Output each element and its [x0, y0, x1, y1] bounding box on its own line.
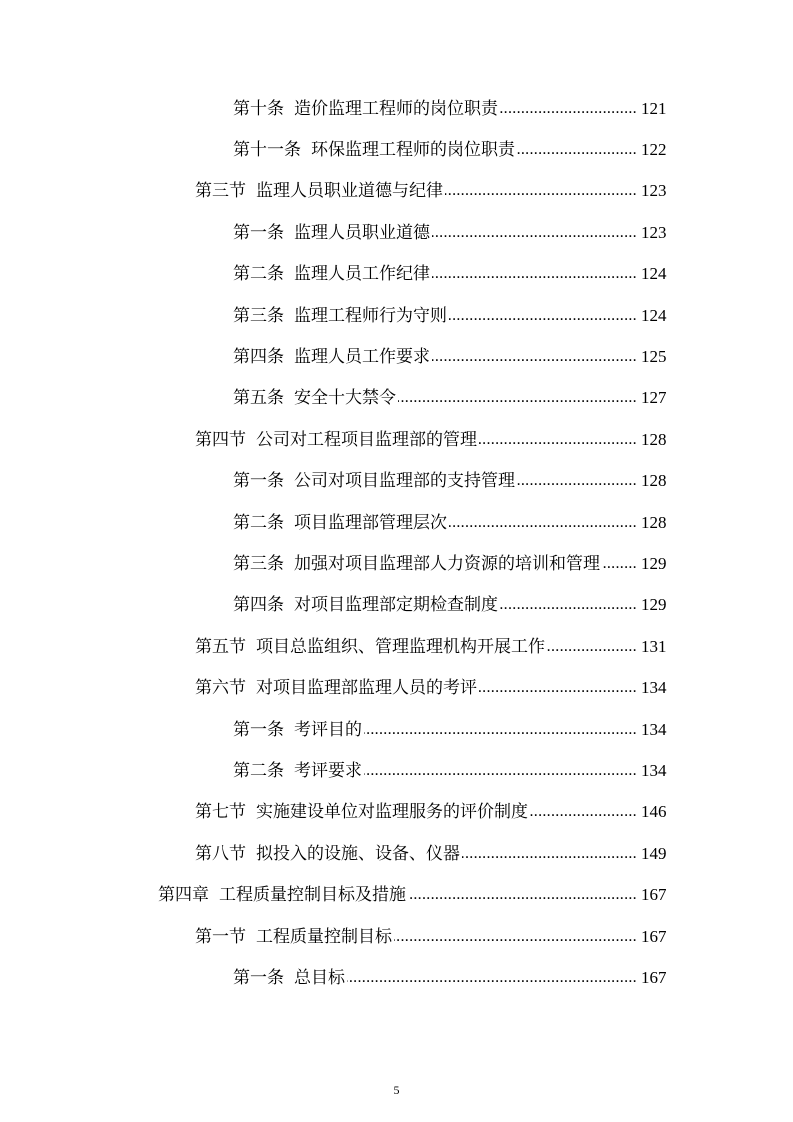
toc-entry[interactable] [0, 667, 793, 708]
toc-entry-label: 第四条 [233, 595, 284, 616]
toc-entry[interactable] [0, 129, 793, 170]
toc-entry-title: 监理人员职业道德 [294, 222, 430, 243]
toc-dot-leader [479, 678, 637, 698]
toc-dot-leader [462, 844, 637, 864]
toc-entry[interactable] [0, 502, 793, 543]
toc-entry-page: 129 [641, 553, 667, 573]
toc-entry-label: 第三条 [233, 553, 284, 574]
toc-entry[interactable] [0, 709, 793, 750]
toc-entry-label: 第一条 [233, 719, 284, 740]
toc-dot-leader [479, 430, 637, 450]
toc-entry-title: 环保监理工程师的岗位职责 [311, 140, 515, 161]
toc-dot-leader [432, 347, 637, 367]
toc-entry-page: 123 [641, 222, 667, 242]
toc-entry-label: 第十条 [233, 98, 284, 119]
toc-entry-page: 124 [641, 305, 667, 325]
toc-entry-title: 项目监理部管理层次 [294, 512, 447, 533]
toc-entry-label: 第六节 [195, 678, 246, 699]
toc-entry[interactable] [0, 378, 793, 419]
toc-entry[interactable] [0, 254, 793, 295]
toc-entry-label: 第八节 [195, 843, 246, 864]
toc-entry-title: 公司对项目监理部的支持管理 [294, 471, 515, 492]
toc-entry-page: 167 [641, 926, 667, 946]
toc-entry[interactable] [0, 171, 793, 212]
toc-entry-label: 第一条 [233, 222, 284, 243]
toc-entry-page: 128 [641, 471, 667, 491]
toc-entry-title: 监理人员职业道德与纪律 [256, 181, 443, 202]
toc-entry[interactable] [0, 833, 793, 874]
toc-entry[interactable] [0, 874, 793, 915]
toc-dot-leader [398, 388, 637, 408]
toc-entry[interactable] [0, 957, 793, 998]
toc-dot-leader [432, 264, 637, 284]
toc-dot-leader [517, 140, 637, 160]
toc-dot-leader [602, 554, 637, 574]
toc-entry[interactable] [0, 461, 793, 502]
toc-entry-title: 监理工程师行为守则 [294, 305, 447, 326]
toc-entry-title: 对项目监理部定期检查制度 [294, 595, 498, 616]
toc-entry[interactable] [0, 336, 793, 377]
toc-entry-title: 工程质量控制目标 [256, 926, 392, 947]
toc-dot-leader [364, 761, 637, 781]
toc-entry-title: 监理人员工作纪律 [294, 264, 430, 285]
toc-entry-label: 第三节 [195, 181, 246, 202]
toc-entry-page: 128 [641, 429, 667, 449]
toc-entry-page: 146 [641, 802, 667, 822]
toc-dot-leader [347, 968, 637, 988]
toc-dot-leader [500, 99, 637, 119]
toc-entry-page: 125 [641, 347, 667, 367]
toc-entry[interactable] [0, 212, 793, 253]
toc-entry[interactable] [0, 543, 793, 584]
toc-entry[interactable] [0, 585, 793, 626]
toc-entry-label: 第一条 [233, 967, 284, 988]
toc-dot-leader [449, 513, 637, 533]
toc-entry-label: 第二条 [233, 760, 284, 781]
toc-entry-title: 对项目监理部监理人员的考评 [256, 678, 477, 699]
toc-dot-leader [445, 181, 637, 201]
toc-entry-page: 131 [641, 636, 667, 656]
toc-entry[interactable] [0, 750, 793, 791]
toc-entry-page: 121 [641, 98, 667, 118]
toc-entry-label: 第二条 [233, 512, 284, 533]
toc-entry-page: 123 [641, 181, 667, 201]
toc-entry-page: 134 [641, 760, 667, 780]
toc-entry-page: 127 [641, 388, 667, 408]
toc-entry-title: 加强对项目监理部人力资源的培训和管理 [294, 553, 600, 574]
toc-entry[interactable] [0, 626, 793, 667]
toc-entry-label: 第三条 [233, 305, 284, 326]
toc-entry-page: 122 [641, 140, 667, 160]
toc-entry-title: 项目总监组织、管理监理机构开展工作 [256, 636, 545, 657]
toc-entry-label: 第五节 [195, 636, 246, 657]
toc-entry-title: 造价监理工程师的岗位职责 [294, 98, 498, 119]
toc-entry-label: 第四节 [195, 429, 246, 450]
toc-entry-label: 第四章 [158, 885, 209, 906]
toc-entry-label: 第七节 [195, 802, 246, 823]
toc-entry[interactable] [0, 419, 793, 460]
page-number: 5 [393, 1083, 400, 1097]
toc-entry-page: 129 [641, 595, 667, 615]
toc-entry-title: 拟投入的设施、设备、仪器 [256, 843, 460, 864]
toc-entry-title: 安全十大禁令 [294, 388, 396, 409]
toc-dot-leader [364, 720, 637, 740]
toc-entry-page: 128 [641, 512, 667, 532]
toc-entry-title: 监理人员工作要求 [294, 347, 430, 368]
toc-dot-leader [449, 306, 637, 326]
toc-entry-page: 124 [641, 264, 667, 284]
toc-dot-leader [517, 471, 637, 491]
toc-entry-title: 实施建设单位对监理服务的评价制度 [256, 802, 528, 823]
toc-entry-label: 第十一条 [233, 140, 301, 161]
toc-dot-leader [500, 595, 637, 615]
toc-entry-page: 167 [641, 967, 667, 987]
table-of-contents [0, 88, 793, 999]
toc-entry-label: 第一条 [233, 471, 284, 492]
toc-entry[interactable] [0, 295, 793, 336]
toc-dot-leader [394, 927, 637, 947]
toc-entry[interactable] [0, 792, 793, 833]
toc-entry[interactable] [0, 916, 793, 957]
toc-entry-page: 134 [641, 719, 667, 739]
toc-entry-label: 第二条 [233, 264, 284, 285]
toc-entry-page: 167 [641, 885, 667, 905]
toc-entry[interactable] [0, 88, 793, 129]
toc-entry-title: 考评要求 [294, 760, 362, 781]
toc-dot-leader [530, 802, 637, 822]
toc-dot-leader [547, 637, 637, 657]
toc-entry-title: 考评目的 [294, 719, 362, 740]
toc-dot-leader [432, 223, 637, 243]
toc-entry-page: 149 [641, 843, 667, 863]
toc-entry-title: 公司对工程项目监理部的管理 [256, 429, 477, 450]
toc-entry-title: 总目标 [294, 967, 345, 988]
toc-entry-label: 第五条 [233, 388, 284, 409]
toc-entry-page: 134 [641, 678, 667, 698]
toc-entry-label: 第四条 [233, 347, 284, 368]
toc-dot-leader [408, 885, 637, 905]
toc-entry-title: 工程质量控制目标及措施 [219, 885, 406, 906]
toc-entry-label: 第一节 [195, 926, 246, 947]
